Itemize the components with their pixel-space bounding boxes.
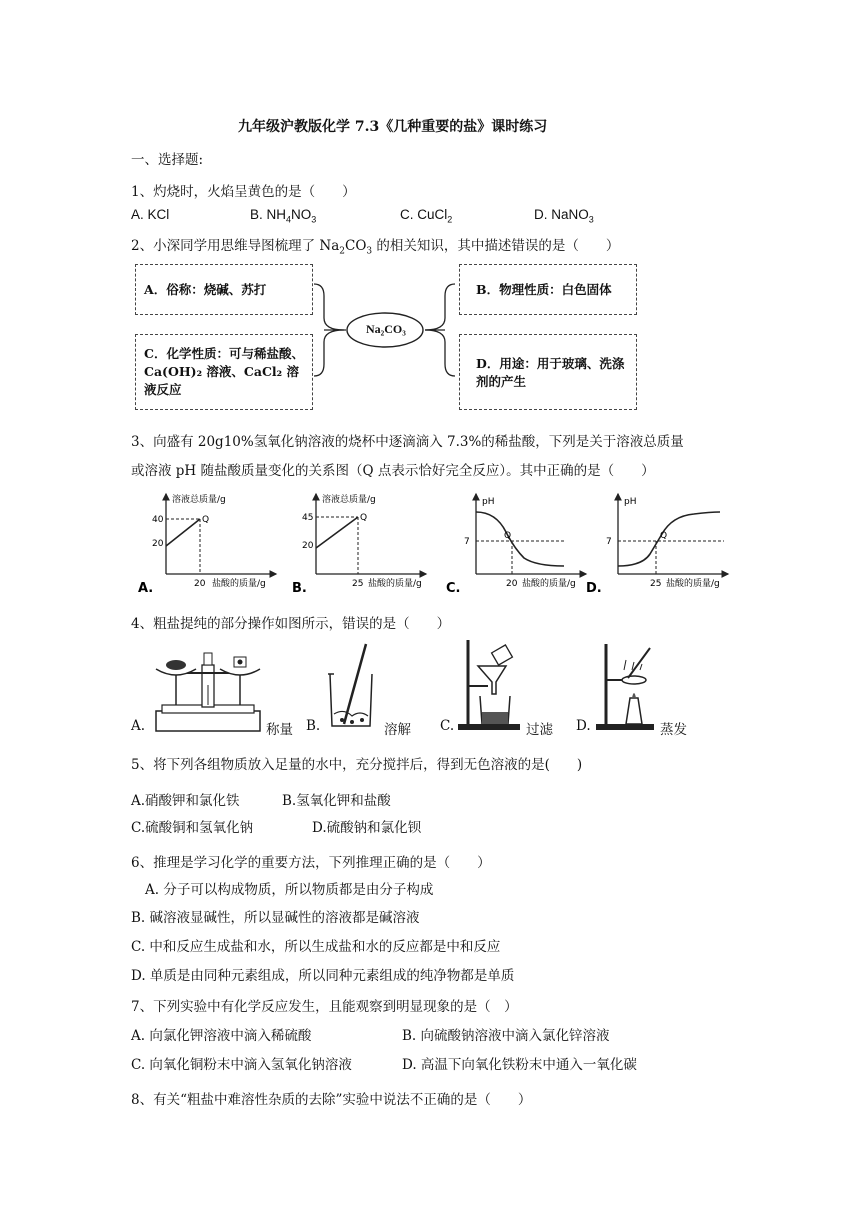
q5-option-d: D.硫酸钠和氯化钡 (312, 820, 422, 836)
q3-stem-line2: 或溶液 pH 随盐酸质量变化的关系图（Q 点表示恰好完全反应）。其中正确的是（ ） (131, 463, 655, 479)
graph-a-ytick-20: 20 (152, 539, 164, 549)
section-heading: 一、选择题: (131, 152, 204, 168)
graph-c-ytick-7: 7 (464, 537, 470, 547)
graph-a-letter: A. (138, 581, 154, 596)
q4-option-b: B. (306, 718, 321, 734)
graph-d-ylabel: pH (624, 497, 637, 507)
graph-b (292, 493, 426, 596)
box-a-text: A．俗称：烧碱、苏打 (144, 282, 267, 297)
evaporation-illustration (594, 640, 664, 732)
mind-map-box-c (135, 334, 313, 410)
q4-label-weigh: 称量 (266, 722, 293, 738)
graph-d-xtick: 25 (650, 579, 662, 589)
q1-option-c: C. CuCl$_2$ (400, 207, 453, 225)
graph-d-xlabel: 盐酸的质量/g (666, 579, 720, 589)
graph-d-letter: D. (586, 581, 602, 596)
graph-a-xlabel: 盐酸的质量/g (212, 579, 266, 589)
beaker-illustration (322, 640, 382, 730)
q7-option-a: A. 向氯化钾溶液中滴入稀硫酸 (131, 1028, 312, 1044)
graph-a-xtick: 20 (194, 579, 206, 589)
graph-c-letter: C. (446, 581, 461, 596)
graph-a-point: Q (202, 515, 210, 525)
q7-stem: 7、下列实验中有化学反应发生，且能观察到明显现象的是（ ） (131, 999, 518, 1015)
q8-stem: 8、有关“粗盐中难溶性杂质的去除”实验中说法不正确的是（ ） (131, 1092, 532, 1108)
q6-option-d: D. 单质是由同种元素组成，所以同种元素组成的纯净物都是单质 (131, 968, 515, 984)
graph-c-ylabel: pH (482, 497, 495, 507)
q4-label-evaporate: 蒸发 (660, 722, 687, 738)
q5-option-c: C.硫酸铜和氢氧化钠 (131, 820, 254, 836)
graph-d-point: Q (660, 531, 668, 541)
graph-b-xlabel: 盐酸的质量/g (368, 579, 422, 589)
q3-graphs (136, 488, 596, 598)
q4-stem: 4、粗盐提纯的部分操作如图所示，错误的是（ ） (131, 616, 451, 632)
q1-option-d: D. NaNO$_3$ (534, 207, 594, 225)
mind-map-box-d (459, 334, 637, 410)
q3-stem-line1: 3、向盛有 20g10%氢氧化钠溶液的烧杯中逐滴滴入 7.3%的稀盐酸，下列是关于溶液总质量 (131, 434, 684, 450)
q4-label-filter: 过滤 (526, 722, 553, 738)
q7-option-d: D. 高温下向氧化铁粉末中通入一氧化碳 (402, 1057, 637, 1073)
balance-illustration (148, 645, 268, 735)
graph-a (138, 493, 276, 596)
q7-option-c: C. 向氧化铜粉末中滴入氢氧化钠溶液 (131, 1057, 352, 1073)
q6-option-c: C. 中和反应生成盐和水，所以生成盐和水的反应都是中和反应 (131, 939, 501, 955)
q2-stem: 2、小深同学用思维导图梳理了 $Na_2CO_3$ 的相关知识，其中描述错误的是（ ） (131, 238, 620, 257)
q6-option-a: A. 分子可以构成物质，所以物质都是由分子构成 (145, 882, 434, 898)
filter-illustration (456, 638, 526, 732)
q4-label-dissolve: 溶解 (384, 722, 411, 738)
q5-option-a: A.硝酸钾和氯化铁 (131, 793, 240, 809)
mind-map-center: Na₂CO₃ (366, 322, 406, 336)
q4-option-c: C. (440, 718, 455, 734)
graph-b-xtick: 25 (352, 579, 364, 589)
mind-map-box-b (459, 264, 637, 315)
q7-option-b: B. 向硫酸钠溶液中滴入氯化锌溶液 (402, 1028, 610, 1044)
graph-c-xlabel: 盐酸的质量/g (522, 579, 576, 589)
graph-c (446, 494, 586, 596)
box-d-text: D．用途：用于玻璃、洗涤剂的产生 (476, 356, 625, 389)
graph-b-point: Q (360, 513, 368, 523)
q4-option-a: A. (131, 718, 146, 734)
q3-graph-d (586, 488, 736, 598)
q4-option-d: D. (576, 718, 591, 734)
q1-option-a: A. KCl (131, 207, 170, 222)
q1-stem: 1、灼烧时，火焰呈黄色的是（ ） (131, 184, 356, 200)
q5-option-b: B.氢氧化钾和盐酸 (282, 793, 391, 809)
q6-stem: 6、推理是学习化学的重要方法，下列推理正确的是（ ） (131, 855, 491, 871)
page-title: 九年级沪教版化学 7.3《几种重要的盐》课时练习 (238, 119, 548, 135)
graph-c-point: Q (504, 531, 512, 541)
box-b-text: B．物理性质：白色固体 (476, 282, 612, 297)
box-c-text: C．化学性质：可与稀盐酸、Ca(OH)₂ 溶液、CaCl₂ 溶液反应 (144, 346, 304, 397)
graph-b-letter: B. (292, 581, 307, 596)
graph-a-ytick-40: 40 (152, 515, 164, 525)
q1-option-b: B. $NH_4NO_3$ (250, 207, 317, 225)
graph-b-ylabel: 溶液总质量/g (322, 495, 376, 505)
q5-stem: 5、将下列各组物质放入足量的水中，充分搅拌后，得到无色溶液的是( ) (131, 757, 583, 773)
graph-c-xtick: 20 (506, 579, 518, 589)
mind-map-box-a (135, 264, 313, 315)
q6-option-b: B. 碱溶液显碱性，所以显碱性的溶液都是碱溶液 (131, 910, 420, 926)
graph-b-ytick-20: 20 (302, 541, 314, 551)
graph-a-ylabel: 溶液总质量/g (172, 495, 226, 505)
graph-d-ytick-7: 7 (606, 537, 612, 547)
graph-b-ytick-45: 45 (302, 513, 314, 523)
